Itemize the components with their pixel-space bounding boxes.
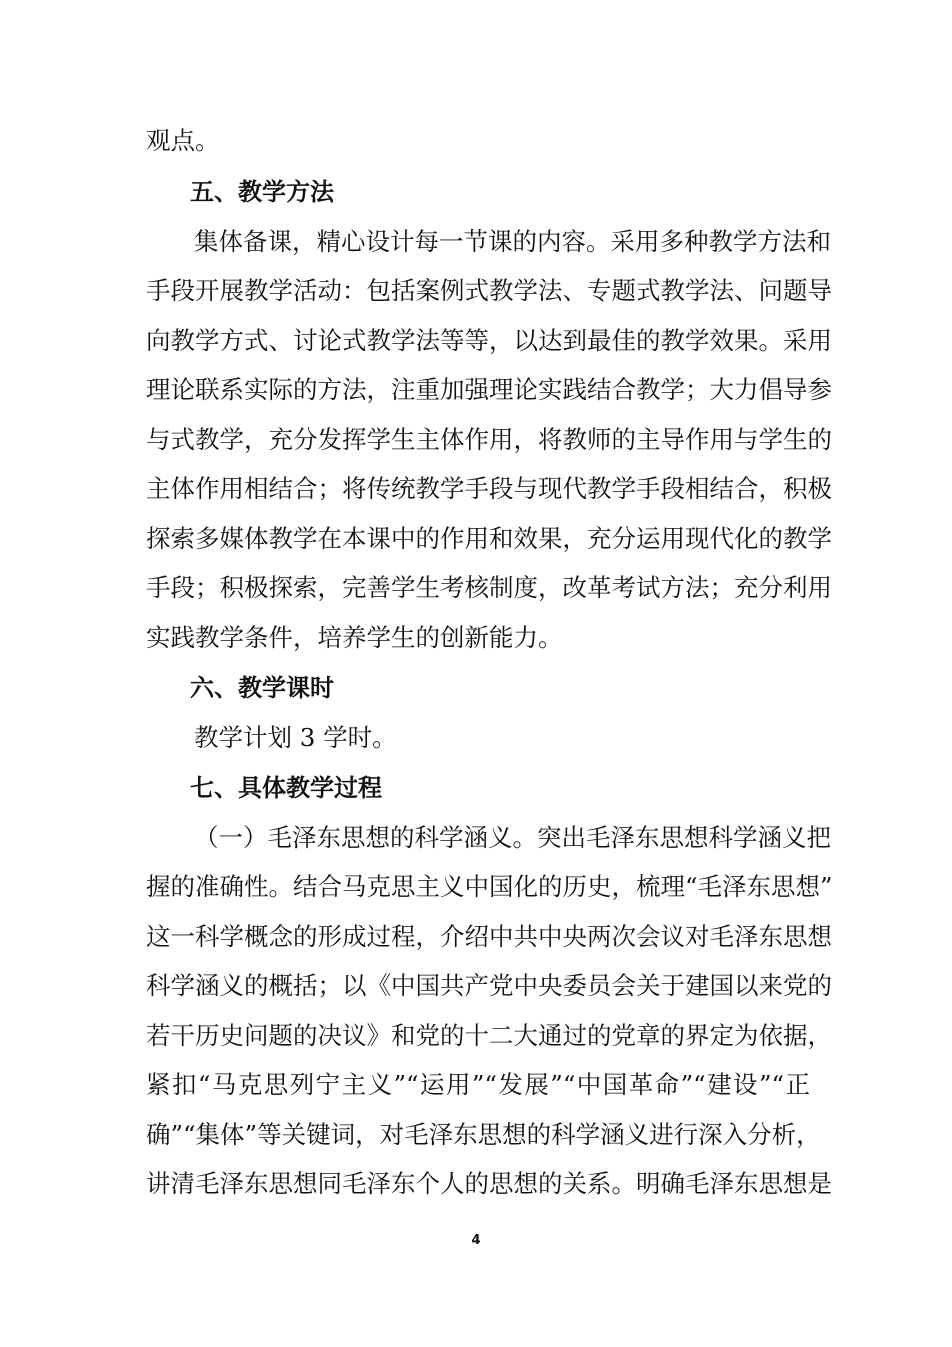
paragraph-line: 集体备课，精心设计每一节课的内容。采用多种教学方法和	[194, 227, 831, 256]
paragraph-line: 与式教学，充分发挥学生主体作用，将教师的主导作用与学生的	[146, 425, 832, 454]
paragraph-line: 教学计划 3 学时。	[194, 723, 397, 752]
section-heading-teaching-methods: 五、教学方法	[190, 178, 334, 206]
paragraph-line: 若干历史问题的决议》和党的十二大通过的党章的界定为依据，	[146, 1021, 832, 1050]
paragraph-line: 手段开展教学活动：包括案例式教学法、专题式教学法、问题导	[146, 276, 832, 305]
paragraph-line: 探索多媒体教学在本课中的作用和效果，充分运用现代化的教学	[146, 524, 832, 553]
paragraph-line: 主体作用相结合；将传统教学手段与现代教学手段相结合，积极	[146, 474, 832, 503]
paragraph-line: 紧扣“马克思列宁主义”“运用”“发展”“中国革命”“建设”“正	[146, 1070, 810, 1099]
page-number: 4	[471, 1233, 481, 1248]
paragraph-line: 科学涵义的概括；以《中国共产党中央委员会关于建国以来党的	[146, 971, 832, 1000]
paragraph-line: 理论联系实际的方法，注重加强理论实践结合教学；大力倡导参	[146, 375, 832, 404]
paragraph-line: 手段；积极探索，完善学生考核制度，改革考试方法；充分利用	[146, 573, 832, 602]
paragraph-line: （一）毛泽东思想的科学涵义。突出毛泽东思想科学涵义把	[194, 823, 831, 852]
paragraph-line: 确”“集体”等关键词，对毛泽东思想的科学涵义进行深入分析，	[146, 1120, 821, 1149]
paragraph-line: 观点。	[146, 126, 220, 155]
paragraph-line: 这一科学概念的形成过程，介绍中共中央两次会议对毛泽东思想	[146, 922, 832, 951]
paragraph-line: 向教学方式、讨论式教学法等等，以达到最佳的教学效果。采用	[146, 326, 832, 355]
section-heading-teaching-process: 七、具体教学过程	[190, 774, 382, 802]
paragraph-line: 握的准确性。结合马克思主义中国化的历史，梳理“毛泽东思想”	[146, 872, 833, 901]
section-heading-class-hours: 六、教学课时	[190, 674, 334, 702]
paragraph-line: 讲清毛泽东思想同毛泽东个人的思想的关系。明确毛泽东思想是	[146, 1169, 832, 1198]
paragraph-line: 实践教学条件，培养学生的创新能力。	[146, 623, 563, 652]
